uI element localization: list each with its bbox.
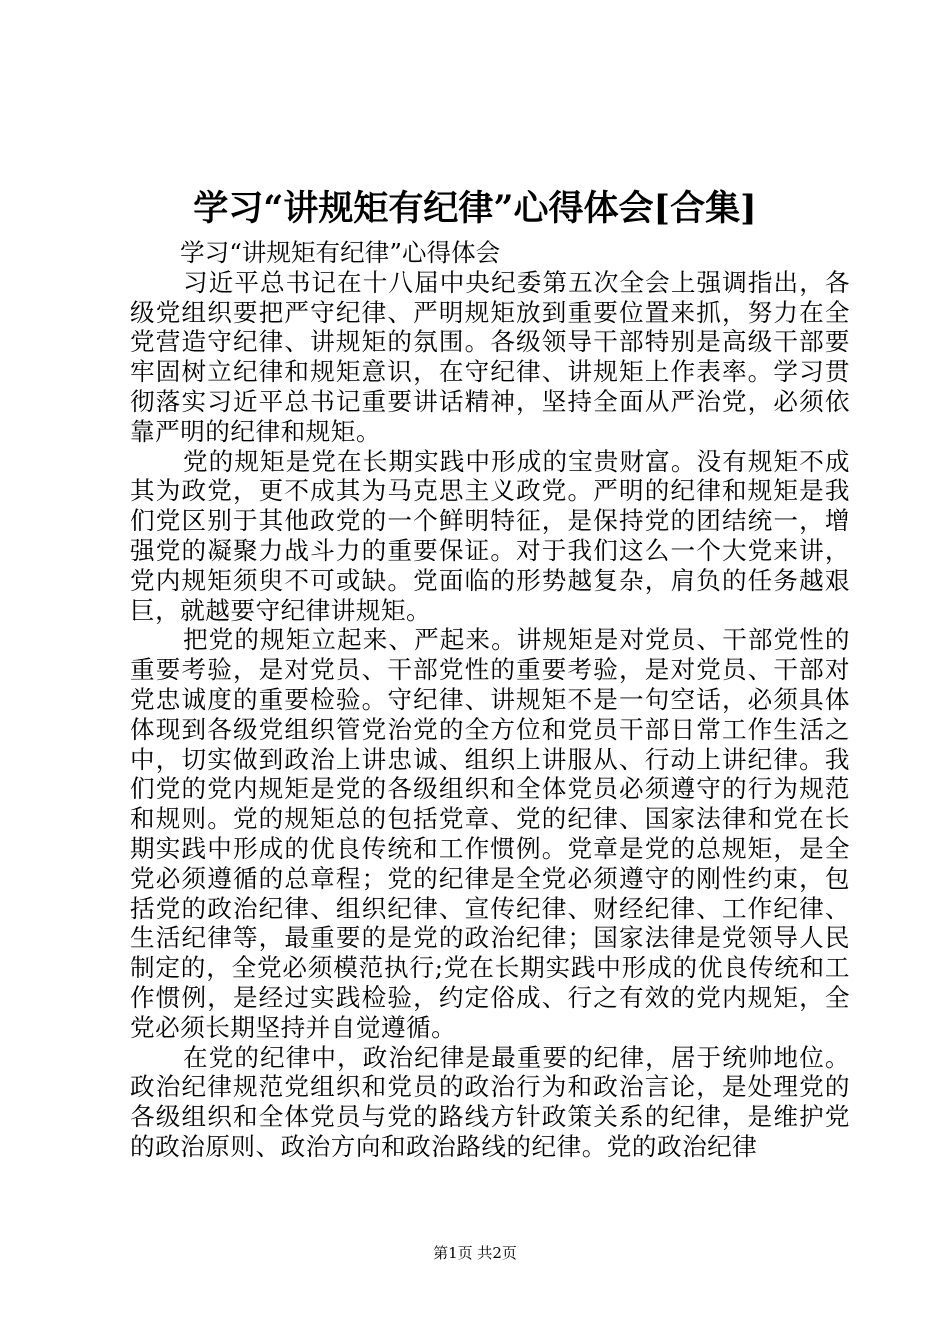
page-number-footer: 第1页 共2页 xyxy=(433,1244,517,1262)
document-subtitle: 学习“讲规矩有纪律”心得体会 xyxy=(180,238,501,267)
paragraph-4: 在党的纪律中，政治纪律是最重要的纪律，居于统帅地位。政治纪律规范党组织和党员的政治行为和政治言论，是处理党的各级组织和全体党员与党的路线方针政策关系的纪律，是维护党的政治原则、政治方向和政治路线的纪律。党的政治纪律 xyxy=(130,1042,850,1161)
paragraph-3: 把党的规矩立起来、严起来。讲规矩是对党员、干部党性的重要考验，是对党员、干部党性的重要考验，是对党员、干部对党忠诚度的重要检验。守纪律、讲规矩不是一句空话，必须具体体现到各级党组织管党治党的全方位和党员干部日常工作生活之中，切实做到政治上讲忠诚、组织上讲服从、行动上讲纪律。我们党的党内规矩是党的各级组织和全体党员必须遵守的行为规范和规则。党的规矩总的包括党章、党的纪律、国家法律和党在长期实践中形成的优良传统和工作惯例。党章是党的总规矩，是全党必须遵循的总章程；党的纪律是全党必须遵守的刚性约束，包括党的政治纪律、组织纪律、宣传纪律、财经纪律、工作纪律、生活纪律等，最重要的是党的政治纪律；国家法律是党领导人民制定的，全党必须模范执行;党在长期实践中形成的优良传统和工作惯例，是经过实践检验，约定俗成、行之有效的党内规矩，全党必须长期坚持并自觉遵循。 xyxy=(130,625,850,1042)
paragraph-2: 党的规矩是党在长期实践中形成的宝贵财富。没有规矩不成其为政党，更不成其为马克思主义政党。严明的纪律和规矩是我们党区别于其他政党的一个鲜明特征，是保持党的团结统一，增强党的凝聚力战斗力的重要保证。对于我们这么一个大党来讲，党内规矩须臾不可或缺。党面临的形势越复杂，肩负的任务越艰巨，就越要守纪律讲规矩。 xyxy=(130,446,850,625)
document-title: 学习“讲规矩有纪律”心得体会[合集] xyxy=(193,188,757,229)
document-body xyxy=(130,238,850,1162)
paragraph-1: 习近平总书记在十八届中央纪委第五次全会上强调指出，各级党组织要把严守纪律、严明规矩放到重要位置来抓，努力在全党营造守纪律、讲规矩的氛围。各级领导干部特别是高级干部要牢固树立纪律和规矩意识，在守纪律、讲规矩上作表率。学习贯彻落实习近平总书记重要讲话精神，坚持全面从严治党，必须依靠严明的纪律和规矩。 xyxy=(130,267,850,446)
